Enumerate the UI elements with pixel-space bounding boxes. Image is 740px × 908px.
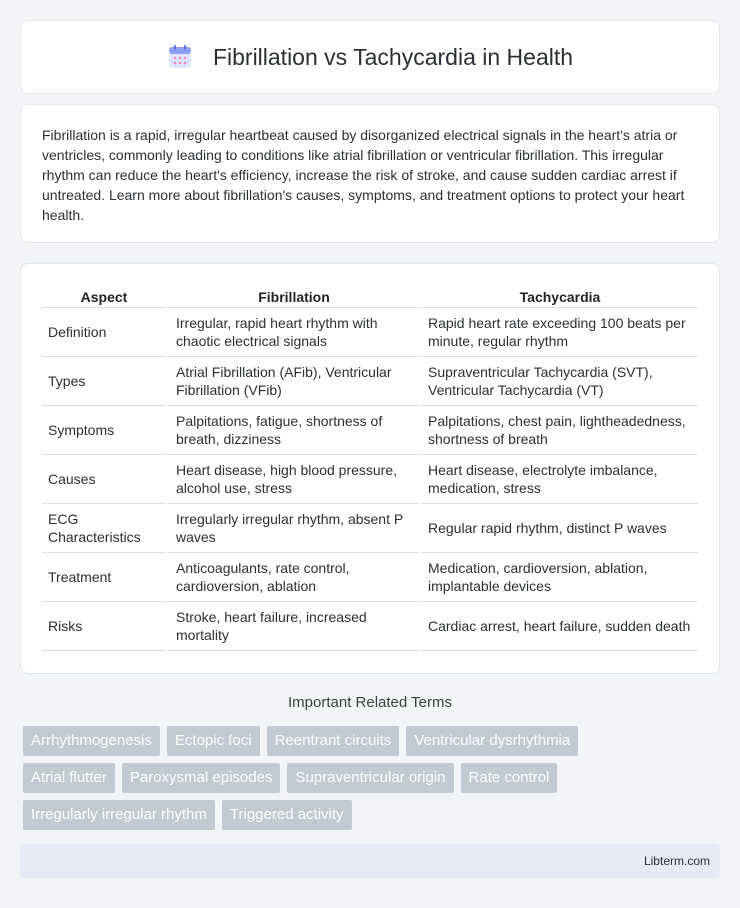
cell-aspect: Risks: [42, 602, 166, 651]
tag-ventricular-dysrhythmia[interactable]: Ventricular dysrhythmia: [406, 726, 578, 756]
cell-aspect: Definition: [42, 308, 166, 357]
cell-fibrillation: Stroke, heart failure, increased mortality: [166, 602, 418, 651]
related-terms-title: Important Related Terms: [288, 694, 452, 711]
cell-tachycardia: Supraventricular Tachycardia (SVT), Ventricular Tachycardia (VT): [418, 357, 698, 406]
page-title: Fibrillation vs Tachycardia in Health: [212, 43, 574, 70]
tag-supraventricular-origin[interactable]: Supraventricular origin: [287, 763, 453, 793]
tag-ectopic-foci[interactable]: Ectopic foci: [167, 726, 260, 756]
header-tachycardia: Tachycardia: [418, 284, 698, 308]
tag-reentrant-circuits[interactable]: Reentrant circuits: [267, 726, 400, 756]
intro-card: [20, 104, 720, 243]
tag-row: [23, 726, 723, 756]
cell-fibrillation: Palpitations, fatigue, shortness of breath, dizziness: [166, 406, 418, 455]
cell-tachycardia: Cardiac arrest, heart failure, sudden death: [418, 602, 698, 651]
header-fibrillation: Fibrillation: [166, 284, 418, 308]
table-row: [42, 357, 698, 406]
tag-atrial-flutter[interactable]: Atrial flutter: [23, 763, 115, 793]
table-row: [42, 553, 698, 602]
table-row: [42, 504, 698, 553]
cell-fibrillation: Atrial Fibrillation (AFib), Ventricular Fibrillation (VFib): [166, 357, 418, 406]
cell-fibrillation: Irregularly irregular rhythm, absent P waves: [166, 504, 418, 553]
comparison-table: [42, 284, 698, 651]
footer: [20, 844, 720, 878]
table-row: [42, 406, 698, 455]
header-aspect: Aspect: [42, 284, 166, 308]
tag-triggered-activity[interactable]: Triggered activity: [222, 800, 352, 830]
cell-tachycardia: Medication, cardioversion, ablation, implantable devices: [418, 553, 698, 602]
cell-aspect: Types: [42, 357, 166, 406]
comparison-card: [20, 263, 720, 674]
cell-fibrillation: Heart disease, high blood pressure, alcohol use, stress: [166, 455, 418, 504]
intro-text: Fibrillation is a rapid, irregular heartbeat caused by disorganized electrical signals in the heart's atria or ventricles, commonly leading to conditions like atrial fibrillation or ventricular fibrillation. This irregular rhythm can reduce the heart's efficiency, increase the risk of stroke, and cause sudden cardiac arrest if untreated. Learn more about fibrillation's causes, symptoms, and treatment options to protect your heart health.: [42, 127, 685, 223]
tag-paroxysmal-episodes[interactable]: Paroxysmal episodes: [122, 763, 281, 793]
cell-aspect: Treatment: [42, 553, 166, 602]
cell-aspect: Symptoms: [42, 406, 166, 455]
cell-tachycardia: Regular rapid rhythm, distinct P waves: [418, 504, 698, 553]
cell-tachycardia: Palpitations, chest pain, lightheadedness, shortness of breath: [418, 406, 698, 455]
calendar-icon: [167, 44, 193, 70]
cell-aspect: Causes: [42, 455, 166, 504]
cell-tachycardia: Heart disease, electrolyte imbalance, medication, stress: [418, 455, 698, 504]
tag-row: [23, 800, 723, 830]
table-header-row: [42, 284, 698, 308]
related-terms: [23, 726, 723, 837]
tag-row: [23, 763, 723, 793]
tag-irregularly-irregular-rhythm[interactable]: Irregularly irregular rhythm: [23, 800, 215, 830]
cell-fibrillation: Anticoagulants, rate control, cardioversion, ablation: [166, 553, 418, 602]
tag-rate-control[interactable]: Rate control: [461, 763, 558, 793]
cell-tachycardia: Rapid heart rate exceeding 100 beats per minute, regular rhythm: [418, 308, 698, 357]
table-row: [42, 602, 698, 651]
cell-aspect: ECG Characteristics: [42, 504, 166, 553]
table-row: [42, 455, 698, 504]
tag-arrhythmogenesis[interactable]: Arrhythmogenesis: [23, 726, 160, 756]
title-card: [20, 20, 720, 94]
cell-fibrillation: Irregular, rapid heart rhythm with chaotic electrical signals: [166, 308, 418, 357]
footer-brand[interactable]: Libterm.com: [643, 854, 710, 868]
table-row: [42, 308, 698, 357]
